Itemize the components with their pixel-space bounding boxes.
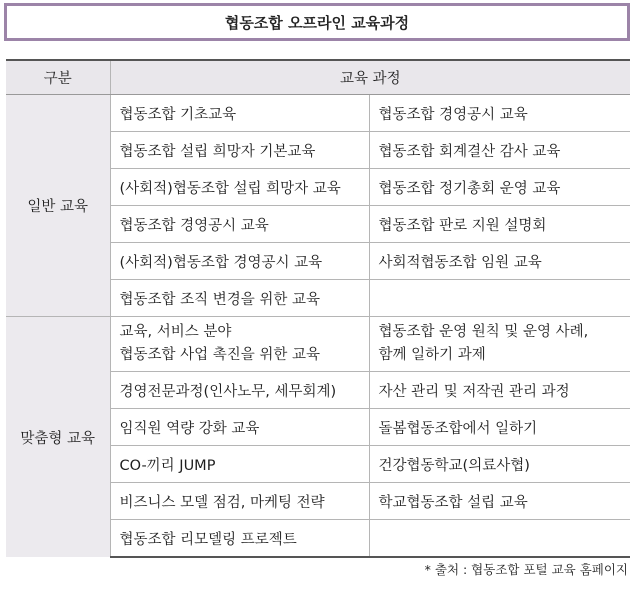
course-cell: 협동조합 기초교육 bbox=[110, 95, 369, 132]
category-custom: 맞춤형 교육 bbox=[6, 317, 110, 558]
course-cell: 자산 관리 및 저작권 관리 과정 bbox=[369, 372, 630, 409]
table-header-row bbox=[6, 60, 630, 95]
course-cell: 협동조합 설립 희망자 기본교육 bbox=[110, 132, 369, 169]
course-cell: 사회적협동조합 임원 교육 bbox=[369, 243, 630, 280]
course-line: 함께 일하기 과제 bbox=[378, 347, 486, 363]
course-cell: 협동조합 조직 변경을 위한 교육 bbox=[110, 280, 369, 317]
header-category: 구분 bbox=[6, 60, 110, 95]
course-cell: 협동조합 정기총회 운영 교육 bbox=[369, 169, 630, 206]
course-cell: (사회적)협동조합 경영공시 교육 bbox=[110, 243, 369, 280]
course-cell: 학교협동조합 설립 교육 bbox=[369, 483, 630, 520]
course-cell: 비즈니스 모델 점검, 마케팅 전략 bbox=[110, 483, 369, 520]
course-cell: 협동조합 회계결산 감사 교육 bbox=[369, 132, 630, 169]
source-note: * 출처 : 협동조합 포털 교육 홈페이지 bbox=[424, 562, 628, 577]
course-cell bbox=[369, 280, 630, 317]
course-cell: 임직원 역량 강화 교육 bbox=[110, 409, 369, 446]
course-cell: 경영전문과정(인사노무, 세무회계) bbox=[110, 372, 369, 409]
course-cell: 협동조합 경영공시 교육 bbox=[110, 206, 369, 243]
course-cell: 협동조합 판로 지원 설명회 bbox=[369, 206, 630, 243]
course-cell: 건강협동학교(의료사협) bbox=[369, 446, 630, 483]
table-row bbox=[6, 95, 630, 132]
course-cell: 협동조합 경영공시 교육 bbox=[369, 95, 630, 132]
course-cell bbox=[369, 317, 630, 372]
category-general: 일반 교육 bbox=[6, 95, 110, 317]
course-cell bbox=[369, 520, 630, 558]
course-cell: 돌봄협동조합에서 일하기 bbox=[369, 409, 630, 446]
course-cell: (사회적)협동조합 설립 희망자 교육 bbox=[110, 169, 369, 206]
course-cell: CO-끼리 JUMP bbox=[110, 446, 369, 483]
education-table bbox=[6, 59, 630, 558]
course-line: 협동조합 운영 원칙 및 운영 사례, bbox=[378, 324, 589, 340]
course-line: 교육, 서비스 분야 bbox=[119, 324, 232, 340]
table-row bbox=[6, 317, 630, 372]
header-courses: 교육 과정 bbox=[110, 60, 630, 95]
course-cell: 협동조합 리모델링 프로젝트 bbox=[110, 520, 369, 558]
page-title: 협동조합 오프라인 교육과정 bbox=[4, 3, 630, 41]
course-line: 협동조합 사업 촉진을 위한 교육 bbox=[119, 347, 321, 363]
course-cell bbox=[110, 317, 369, 372]
